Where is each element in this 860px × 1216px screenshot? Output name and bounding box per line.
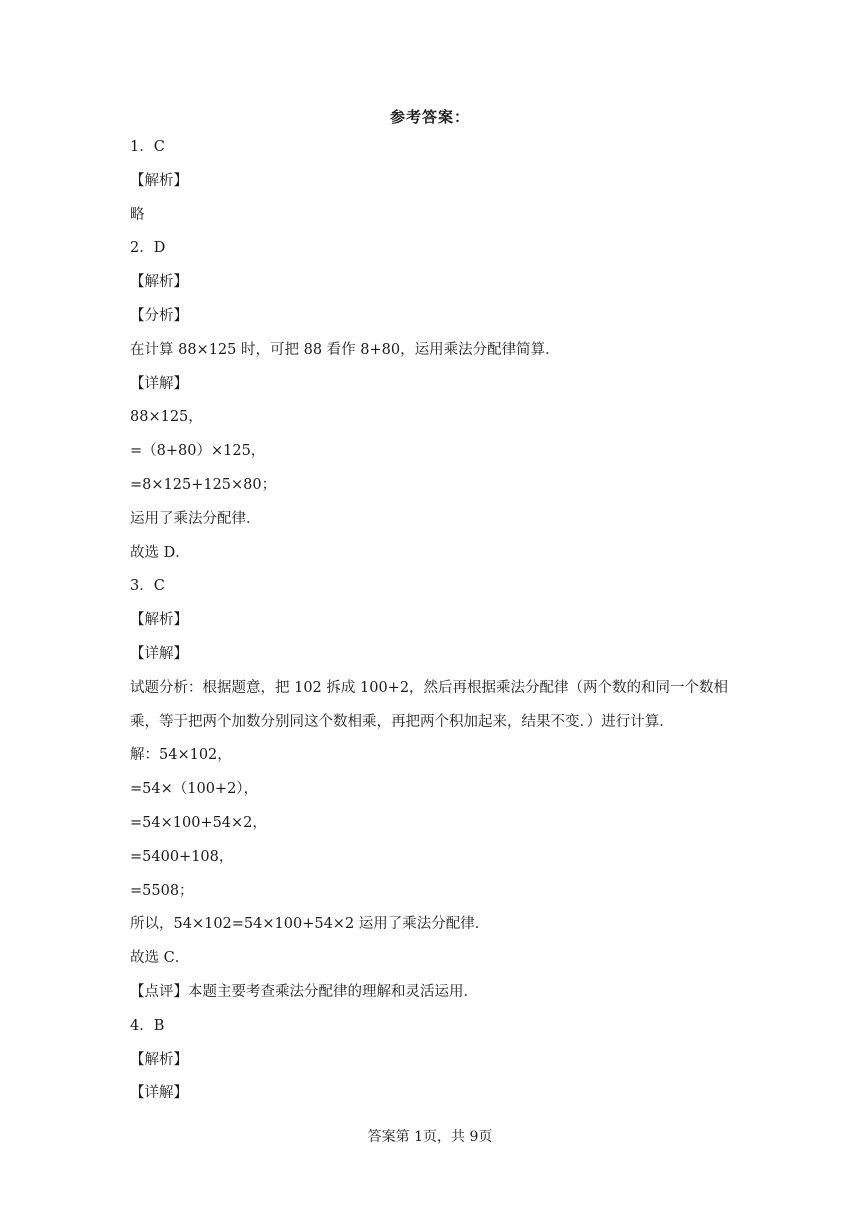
text-line: 4．B (130, 1017, 165, 1034)
text-line: 1．C (130, 139, 165, 155)
text-line: 【解析】 (130, 612, 188, 629)
text-line: 在计算 88×125 时，可把 88 看作 8+80，运用乘法分配律简算． (130, 341, 560, 358)
text-line: 解：54×102， (130, 747, 232, 764)
text-line: 略 (130, 206, 145, 223)
text-line: 运用了乘法分配律． (130, 510, 261, 527)
text-line: =54×100+54×2， (130, 814, 267, 831)
text-line: 【详解】 (130, 1085, 188, 1102)
page-footer: 答案第 1页，共 9页 (367, 1129, 493, 1145)
text-line: =（8+80）×125， (130, 443, 266, 460)
text-line: 【解析】 (130, 1051, 188, 1068)
text-line: 3．C (130, 578, 165, 595)
text-line: 【分析】 (130, 307, 188, 324)
text-line: 所以，54×102=54×100+54×2 运用了乘法分配律． (130, 916, 490, 933)
text-line: 故选 D． (130, 544, 190, 561)
text-line: 【点评】本题主要考查乘法分配律的理解和灵活运用． (130, 983, 478, 1000)
answer-content (130, 131, 750, 1111)
text-line: =5400+108， (130, 848, 234, 865)
text-line: 88×125， (130, 409, 203, 426)
text-line: 【解析】 (130, 172, 188, 189)
text-line: 试题分析：根据题意，把 102 拆成 100+2，然后再根据乘法分配律（两个数的和同一个数相 (130, 679, 729, 696)
text-line: 故选 C． (130, 950, 190, 967)
text-line: =8×125+125×80； (130, 476, 277, 493)
page-title: 参考答案： (389, 108, 470, 126)
text-line: =54×（100+2）， (130, 781, 259, 798)
text-line: =5508； (130, 882, 194, 899)
text-line: 2．D (130, 240, 166, 257)
text-line: 【详解】 (130, 375, 188, 392)
text-line: 【详解】 (130, 645, 188, 662)
text-line: 乘，等于把两个加数分别同这个数相乘，再把两个积加起来，结果不变．）进行计算． (130, 713, 674, 730)
text-line: 【解析】 (130, 274, 188, 291)
